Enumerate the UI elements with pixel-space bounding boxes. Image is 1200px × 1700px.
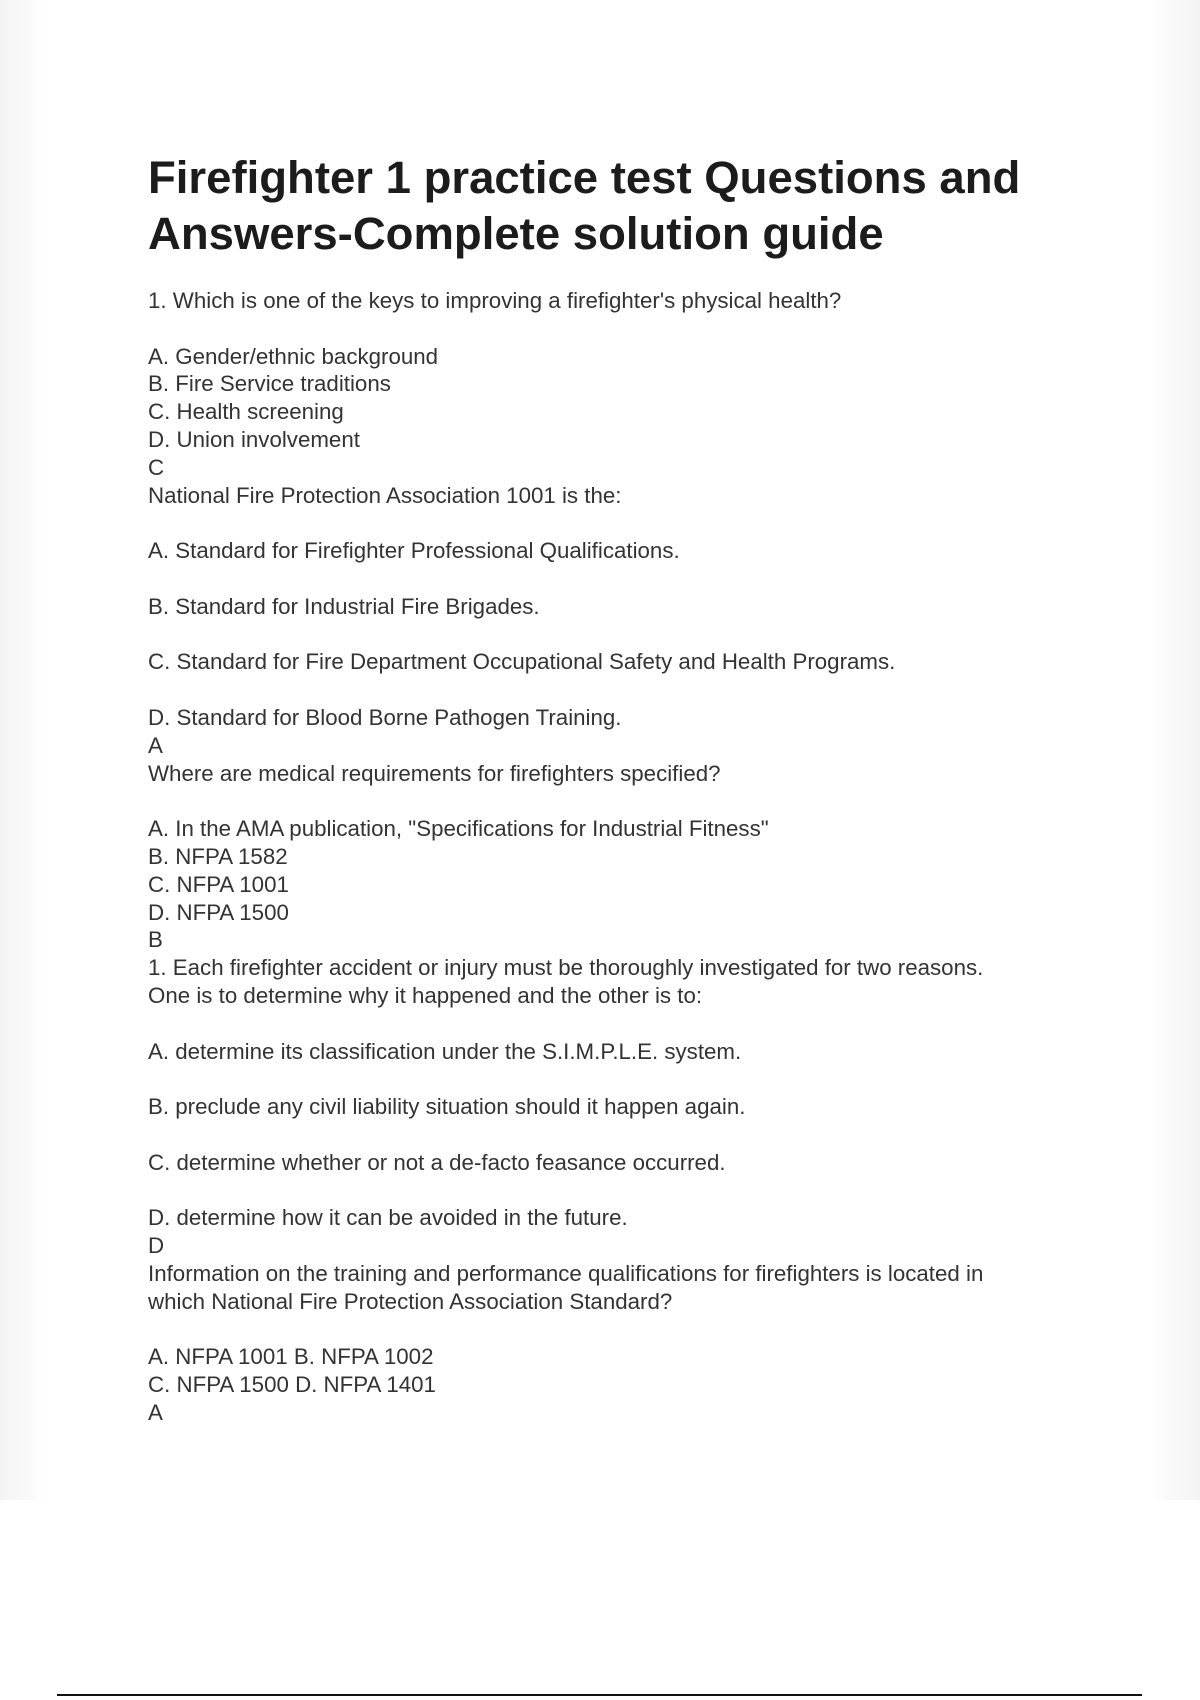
document-content — [148, 150, 1108, 1427]
page-bottom-rule — [57, 1694, 1142, 1696]
correct-answer: C — [148, 454, 165, 480]
question-2 — [148, 482, 1108, 760]
answer-choice: C. Health screening — [148, 399, 344, 425]
spacer — [148, 676, 1108, 704]
spacer — [148, 1315, 1108, 1343]
correct-answer: A — [148, 732, 163, 758]
spacer — [148, 1177, 1108, 1205]
answer-choice: B. preclude any civil liability situation should it happen again. — [148, 1094, 746, 1120]
scan-edge-left — [0, 0, 46, 1500]
answer-choice: C. NFPA 1001 — [148, 871, 289, 897]
answer-choice: B. Fire Service traditions — [148, 371, 391, 397]
answer-choice: D. determine how it can be avoided in the future. — [148, 1205, 628, 1231]
question-prompt: 1. Which is one of the keys to improving a firefighter's physical health? — [148, 288, 842, 313]
question-prompt: National Fire Protection Association 1001 is the: — [148, 482, 622, 508]
spacer — [148, 1010, 1108, 1038]
answer-choice: D. NFPA 1500 — [148, 899, 289, 925]
answer-choice: C. NFPA 1500 D. NFPA 1401 — [148, 1372, 436, 1398]
correct-answer: D — [148, 1233, 165, 1259]
answer-choice: D. Standard for Blood Borne Pathogen Training. — [148, 704, 622, 730]
question-prompt: One is to determine why it happened and the other is to: — [148, 982, 703, 1008]
answer-choice: A. NFPA 1001 B. NFPA 1002 — [148, 1344, 434, 1370]
question-5 — [148, 1260, 1108, 1427]
scan-edge-right — [1150, 0, 1200, 1500]
question-prompt: Information on the training and performance qualifications for firefighters is located in — [148, 1260, 984, 1286]
spacer — [148, 787, 1108, 815]
title-line: Answers-Complete solution guide — [148, 208, 884, 259]
correct-answer: B — [148, 927, 163, 953]
question-prompt: 1. Each firefighter accident or injury must be thoroughly investigated for two reasons. — [148, 955, 984, 981]
answer-choice: A. determine its classification under the S.I.M.P.L.E. system. — [148, 1038, 742, 1064]
answer-choice: A. In the AMA publication, "Specifications for Industrial Fitness" — [148, 816, 769, 842]
spacer — [148, 509, 1108, 537]
question-prompt: which National Fire Protection Association Standard? — [148, 1288, 673, 1314]
answer-choice: C. determine whether or not a de-facto feasance occurred. — [148, 1149, 726, 1175]
answer-choice: D. Union involvement — [148, 426, 360, 452]
answer-choice: A. Standard for Firefighter Professional Qualifications. — [148, 538, 680, 564]
question-3 — [148, 760, 1108, 955]
answer-choice: B. Standard for Industrial Fire Brigades. — [148, 593, 540, 619]
spacer — [148, 1065, 1108, 1093]
title-line: Firefighter 1 practice test Questions and — [148, 152, 1021, 203]
question-4 — [148, 954, 1108, 1260]
document-title — [148, 150, 1108, 262]
spacer — [148, 621, 1108, 649]
answer-choice: B. NFPA 1582 — [148, 843, 288, 869]
question-prompt: Where are medical requirements for firefighters specified? — [148, 760, 721, 786]
answer-choice: A. Gender/ethnic background — [148, 343, 439, 369]
answer-choice: C. Standard for Fire Department Occupational Safety and Health Programs. — [148, 649, 896, 675]
spacer — [148, 1121, 1108, 1149]
spacer — [148, 315, 1108, 343]
correct-answer: A — [148, 1399, 163, 1425]
spacer — [148, 565, 1108, 593]
question-1 — [148, 287, 1108, 482]
